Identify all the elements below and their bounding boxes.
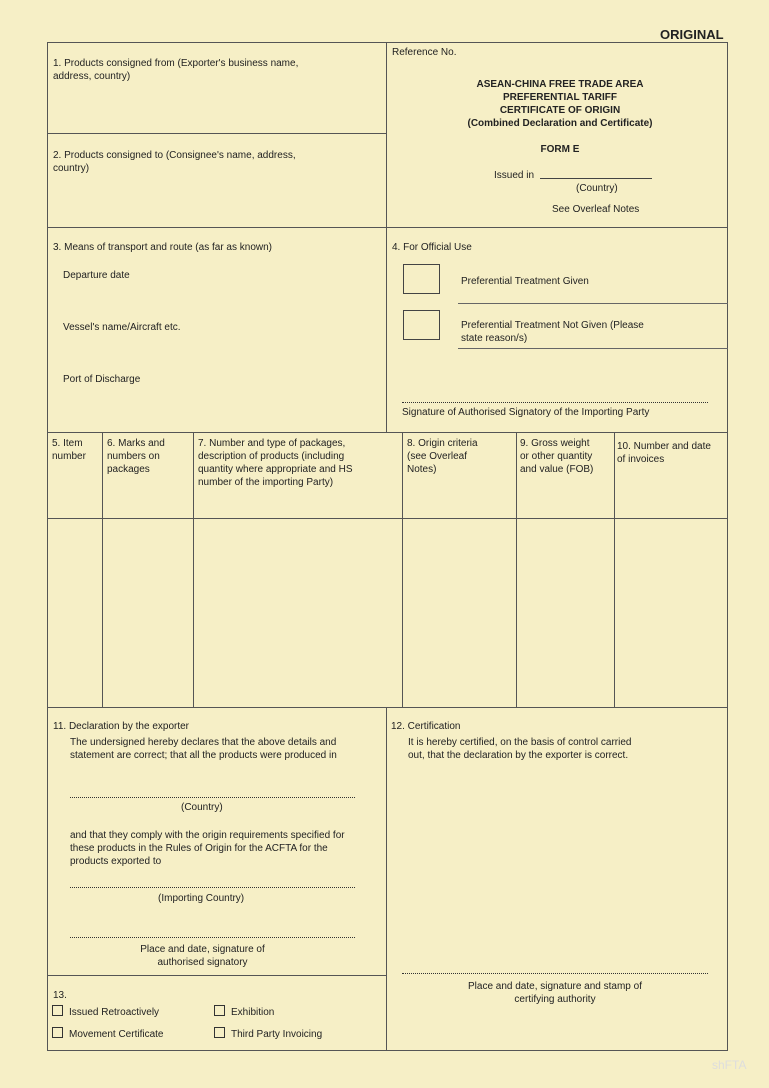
- box3-label: 3. Means of transport and route (as far as known): [53, 242, 272, 253]
- box4-label: 4. For Official Use: [392, 242, 472, 253]
- authority-signature-label: Place and date, signature and stamp of certifying authority: [467, 981, 642, 1005]
- exhibition-label: Exhibition: [231, 1007, 275, 1018]
- treatment-given-line: [458, 303, 728, 304]
- official-signature-line: [402, 402, 708, 403]
- country-label: (Country): [576, 183, 618, 194]
- third-party-invoicing-label: Third Party Invoicing: [231, 1029, 323, 1040]
- box12-certification-text: It is hereby certified, on the basis of control carried out, that the declaration by the exporter is correct.: [408, 737, 632, 761]
- reference-label: Reference No.: [392, 47, 457, 58]
- box1-label: 1. Products consigned from (Exporter's business name, address, country): [53, 58, 299, 82]
- reference-title-1: ASEAN-CHINA FREE TRADE AREA: [476, 79, 644, 90]
- box11-origin-text: and that they comply with the origin requirements specified for these products in the Rules of Origin for the ACFTA for the products exported to: [70, 830, 345, 867]
- box11-declaration-text: The undersigned hereby declares that the above details and statement are correct; that all the products were produced in: [70, 737, 337, 761]
- treatment-not-given-line: [458, 348, 728, 349]
- box12-label: 12. Certification: [391, 721, 461, 732]
- col-divider-6: [102, 432, 103, 707]
- issued-in-line: [540, 178, 652, 179]
- importing-country-line: [70, 887, 355, 888]
- col-divider-8: [402, 432, 403, 707]
- treatment-given-label: Preferential Treatment Given: [461, 276, 589, 287]
- form-e-label: FORM E: [540, 144, 580, 155]
- authority-signature-line: [402, 973, 708, 974]
- certificate-frame: [47, 42, 728, 1051]
- official-signature-label: Signature of Authorised Signatory of the Importing Party: [402, 407, 650, 418]
- col-gross-weight: 9. Gross weight or other quantity and value (FOB): [520, 438, 594, 475]
- col-divider-9: [516, 432, 517, 707]
- divider-box2-box3: [47, 227, 728, 228]
- divider-box11-box12: [386, 707, 387, 1051]
- treatment-not-given-box[interactable]: [403, 310, 440, 340]
- movement-certificate-checkbox[interactable]: [52, 1027, 63, 1038]
- issued-retroactively-checkbox[interactable]: [52, 1005, 63, 1016]
- col-origin-criteria: 8. Origin criteria (see Overleaf Notes): [407, 438, 478, 475]
- departure-date-label: Departure date: [63, 270, 130, 281]
- issued-in-label: Issued in: [494, 170, 535, 181]
- treatment-given-box[interactable]: [403, 264, 440, 294]
- col-invoices: 10. Number and date of invoices: [617, 441, 711, 465]
- col-marks-numbers: 6. Marks and numbers on packages: [107, 438, 165, 475]
- exporter-signature-line: [70, 937, 355, 938]
- overleaf-notes-label: See Overleaf Notes: [552, 204, 640, 215]
- movement-certificate-label: Movement Certificate: [69, 1029, 164, 1040]
- divider-box11-box13: [47, 975, 387, 976]
- issued-retroactively-label: Issued Retroactively: [69, 1007, 160, 1018]
- box2-label: 2. Products consigned to (Consignee's name, address, country): [53, 150, 296, 174]
- exhibition-checkbox[interactable]: [214, 1005, 225, 1016]
- divider-columns-bottom: [47, 707, 728, 708]
- reference-title-3: CERTIFICATE OF ORIGIN: [499, 105, 621, 116]
- production-country-line: [70, 797, 355, 798]
- reference-title-4: (Combined Declaration and Certificate): [467, 118, 653, 129]
- port-discharge-label: Port of Discharge: [63, 374, 141, 385]
- box11-label: 11. Declaration by the exporter: [53, 721, 190, 732]
- col-divider-7: [193, 432, 194, 707]
- divider-columns-header: [47, 518, 728, 519]
- original-label: ORIGINAL: [660, 27, 724, 42]
- importing-country-label: (Importing Country): [158, 893, 245, 904]
- divider-columns-top: [47, 432, 728, 433]
- vessel-name-label: Vessel's name/Aircraft etc.: [63, 322, 181, 333]
- watermark: shFTA: [712, 1058, 747, 1072]
- divider-box1-box2: [47, 133, 387, 134]
- production-country-label: (Country): [181, 802, 223, 813]
- reference-title-2: PREFERENTIAL TARIFF: [502, 92, 618, 103]
- exporter-signature-label: Place and date, signature of authorised signatory: [140, 944, 265, 968]
- third-party-invoicing-checkbox[interactable]: [214, 1027, 225, 1038]
- col-description: 7. Number and type of packages, description of products (including quantity where appropriate and HS number of the importing Party): [198, 438, 353, 488]
- treatment-not-given-label: Preferential Treatment Not Given (Please state reason/s): [461, 320, 644, 344]
- box13-label: 13.: [53, 990, 67, 1001]
- col-item-number: 5. Item number: [52, 438, 86, 462]
- col-divider-10: [614, 432, 615, 707]
- divider-left-right-top: [386, 42, 387, 432]
